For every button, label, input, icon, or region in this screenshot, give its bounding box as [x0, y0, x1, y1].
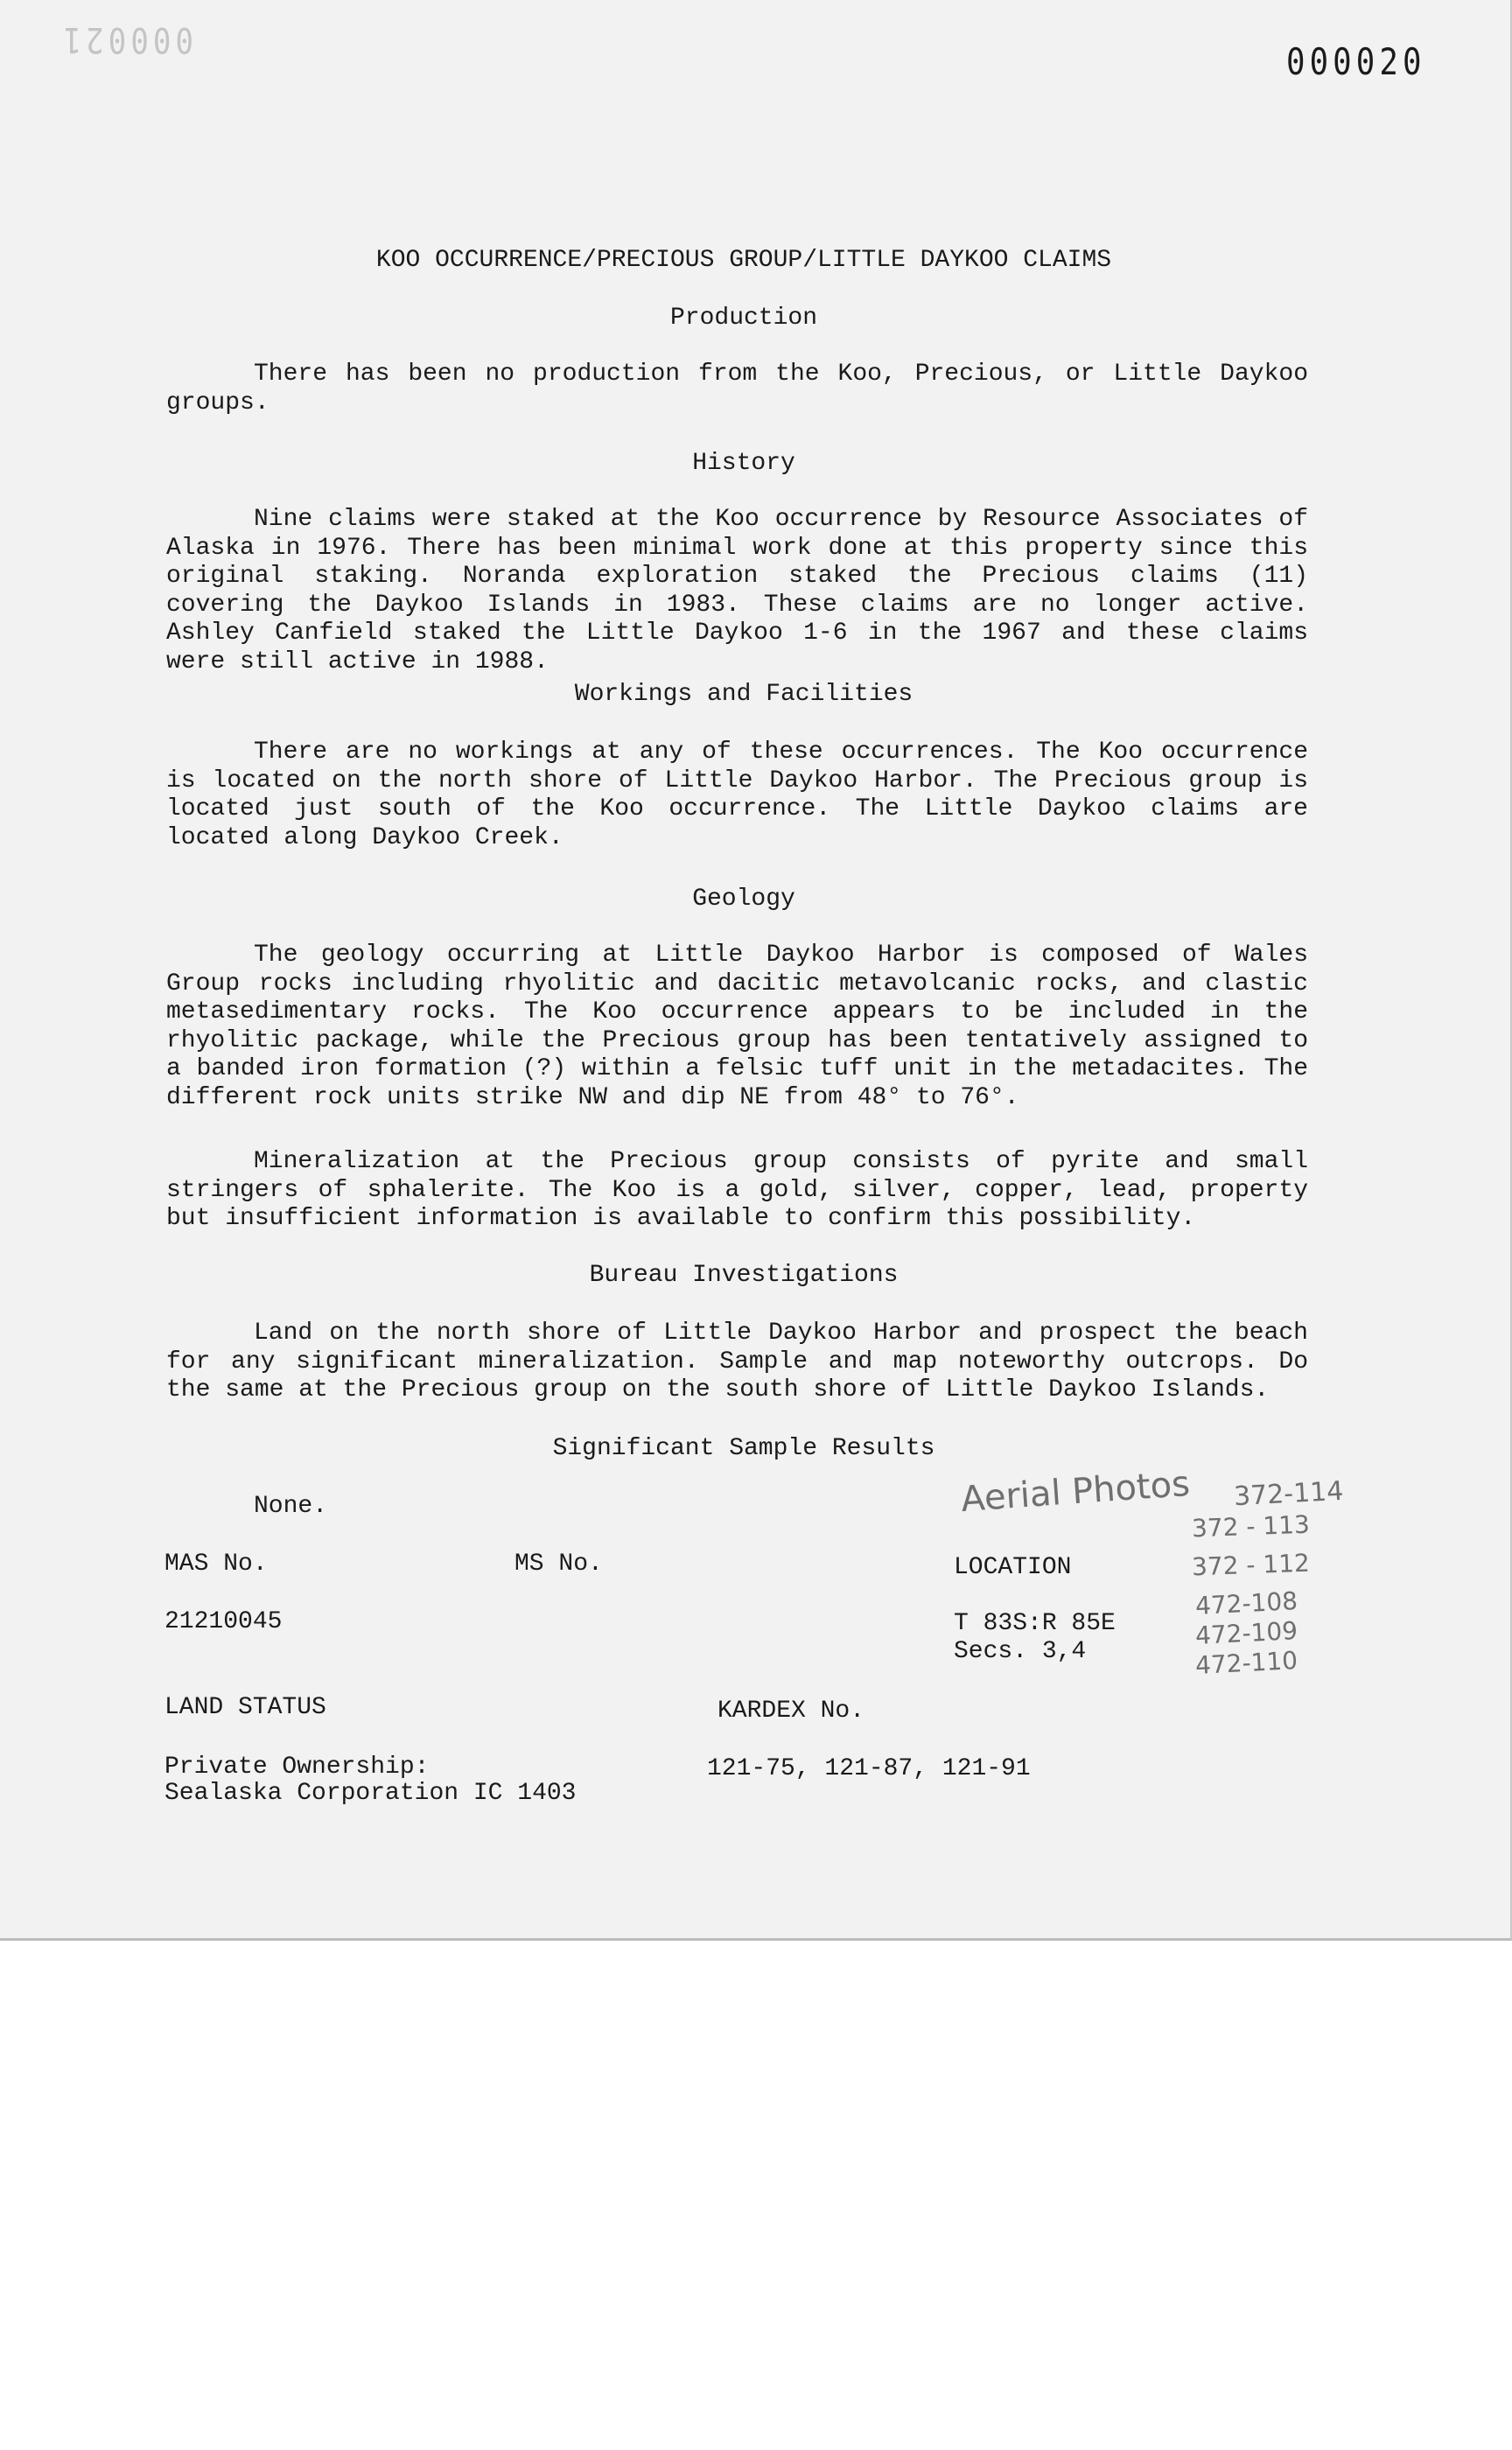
land-status-label: LAND STATUS — [164, 1694, 326, 1721]
handwritten-photo-number: 472-110 — [1194, 1645, 1298, 1681]
land-status-corporation: Sealaska Corporation IC 1403 — [164, 1780, 577, 1807]
location-sections: Secs. 3,4 — [954, 1638, 1087, 1665]
handwritten-photo-number: 372 - 113 — [1191, 1509, 1311, 1544]
paragraph-geology-1: The geology occurring at Little Daykoo Harbor is composed of Wales Group rocks including rhyolitic and dacitic metavolcanic rocks, and clastic metasedimentary rocks. The Koo occurrence appears to be included in the rhyolitic package, while the Precious group has been tentatively assigned to a banded iron formation (?) within a felsic tuff unit in the metadacites. The different rock units strike NW and dip NE from 48° to 76°. — [166, 942, 1308, 1111]
location-township: T 83S:R 85E — [954, 1610, 1116, 1637]
heading-samples: Significant Sample Results — [552, 1435, 935, 1462]
handwritten-photo-number: 472-109 — [1194, 1615, 1298, 1651]
handwritten-photo-number: 472-108 — [1194, 1586, 1298, 1621]
heading-history: History — [692, 450, 795, 477]
page-stamp-faded: 000021 — [59, 19, 193, 60]
paragraph-bureau: Land on the north shore of Little Daykoo Harbor and prospect the beach for any significant mineralization. Sample and map noteworthy outcrops. Do the same at the Precious group on the south shore of Little Daykoo Islands. — [166, 1320, 1308, 1404]
ms-number-label: MS No. — [514, 1550, 603, 1578]
handwritten-photo-number: 372-114 — [1233, 1475, 1345, 1513]
paragraph-workings: There are no workings at any of these occurrences. The Koo occurrence is located on the north shore of Little Daykoo Harbor. The Precious group is located just south of the Koo occurrence. The Little Daykoo claims are located along Daykoo Creek. — [166, 738, 1308, 851]
paragraph-history: Nine claims were staked at the Koo occurrence by Resource Associates of Alaska in 1976. There has been minimal work done at this property since this original staking. Noranda exploration staked the Precious claims (11) covering the Daykoo Islands in 1983. These claims are no longer active. Ashley Canfield staked the Little Daykoo 1-6 in the 1967 and these claims were still active in 1988. — [166, 506, 1308, 676]
location-label: LOCATION — [954, 1554, 1072, 1581]
kardex-value: 121-75, 121-87, 121-91 — [707, 1755, 1031, 1782]
heading-workings: Workings and Facilities — [574, 681, 914, 708]
document-title: KOO OCCURRENCE/PRECIOUS GROUP/LITTLE DAYKOO CLAIMS — [375, 247, 1112, 274]
kardex-label: KARDEX No. — [718, 1698, 865, 1725]
handwritten-aerial-photos-label: Aerial Photos — [959, 1463, 1192, 1521]
heading-geology: Geology — [692, 886, 795, 913]
heading-production: Production — [669, 304, 818, 332]
handwritten-photo-number: 372 - 112 — [1191, 1548, 1311, 1582]
heading-bureau: Bureau Investigations — [589, 1262, 899, 1289]
sample-results-value: None. — [254, 1493, 328, 1520]
paragraph-geology-2: Mineralization at the Precious group consists of pyrite and small stringers of sphalerite. The Koo is a gold, silver, copper, lead, property but insufficient information is available to confirm this possibility. — [166, 1148, 1308, 1233]
mas-number-label: MAS No. — [164, 1550, 268, 1578]
page-number-stamp: 000020 — [1286, 40, 1426, 83]
mas-number-value: 21210045 — [164, 1608, 283, 1635]
paragraph-production: There has been no production from the Koo, Precious, or Little Daykoo groups. — [166, 360, 1308, 416]
land-status-ownership: Private Ownership: — [164, 1754, 430, 1781]
